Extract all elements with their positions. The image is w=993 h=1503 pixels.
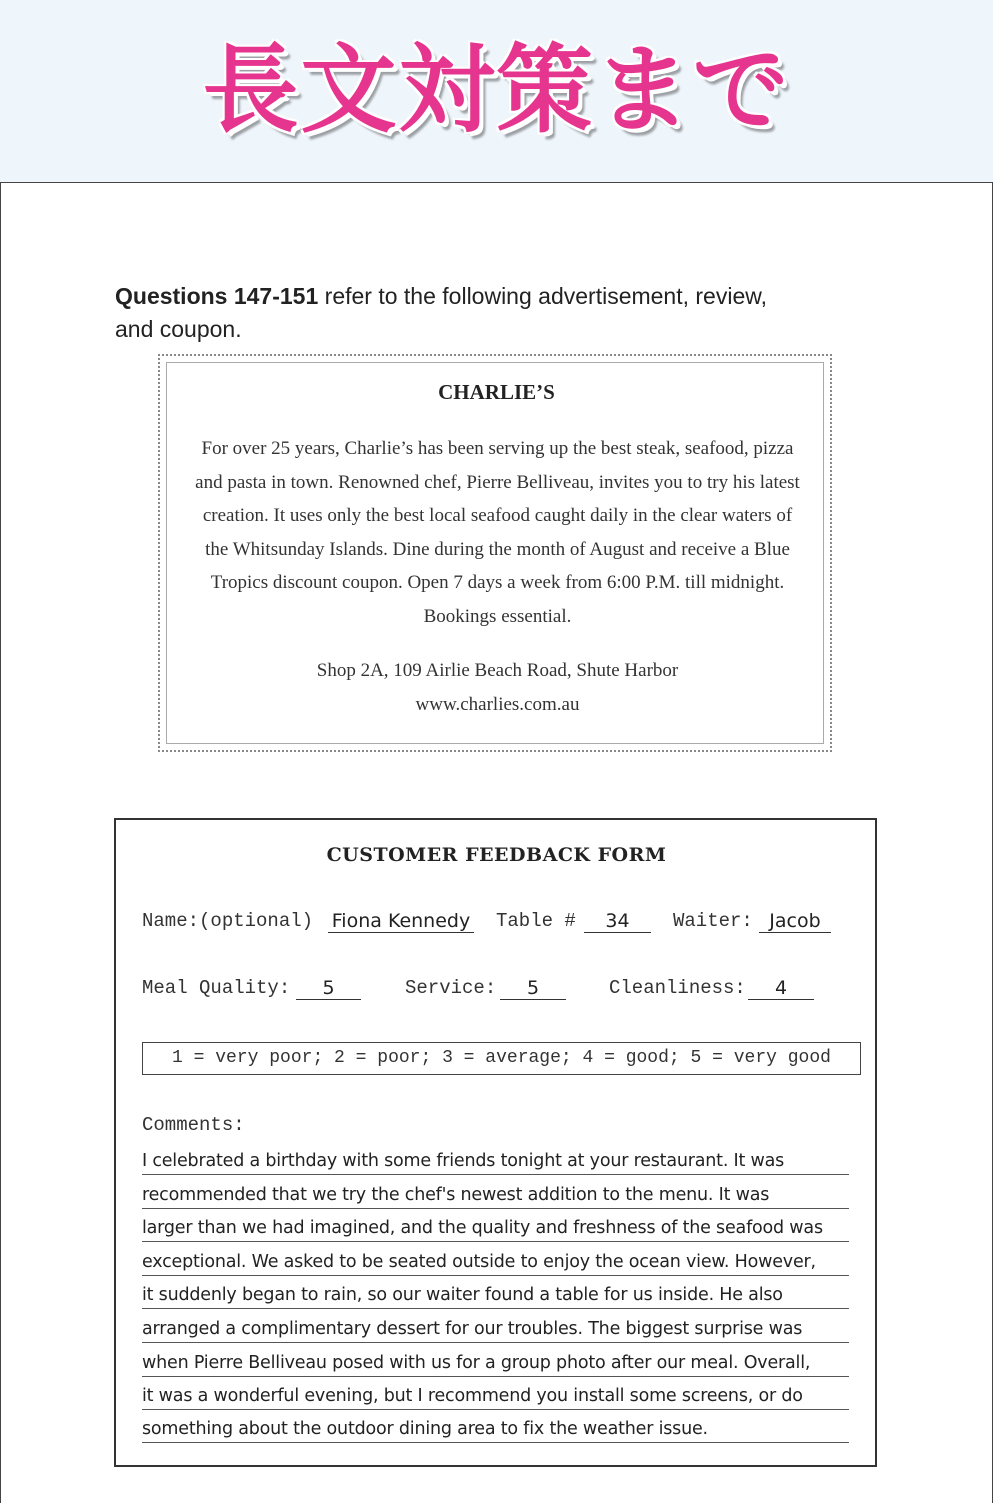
form-title: CUSTOMER FEEDBACK FORM <box>326 844 667 866</box>
table-label: Table # <box>496 910 576 932</box>
ad-address: Shop 2A, 109 Airlie Beach Road, Shute Harbor <box>316 660 679 681</box>
banner-title: 長文対策まで <box>202 34 791 146</box>
intro-line-1: refer to the following advertisement, review, <box>318 283 767 309</box>
name-field: Fiona Kennedy <box>328 910 474 933</box>
comment-line: larger than we had imagined, and the quality and freshness of the seafood was <box>142 1215 849 1242</box>
service-label: Service: <box>405 977 497 999</box>
comment-line: it was a wonderful evening, but I recommend you install some screens, or do <box>142 1383 849 1410</box>
ad-contact <box>190 654 805 721</box>
question-range: Questions 147-151 <box>115 283 319 309</box>
ad-body: For over 25 years, Charlie’s has been serving up the best steak, seafood, pizza and pasta in town. Renowned chef, Pierre Belliveau, invites you to try his latest creation. It uses only the best local seafood caught daily in the clear waters of the Whitsunday Islands. Dine during the month of August and receive a Blue Tropics discount coupon. Open 7 days a week from 6:00 P.M. till midnight. Bookings essential. <box>195 438 800 627</box>
comment-line: when Pierre Belliveau posed with us for a group photo after our meal. Overall, <box>142 1350 849 1377</box>
comment-line: I celebrated a birthday with some friends tonight at your restaurant. It was <box>142 1148 849 1175</box>
comment-line: arranged a complimentary dessert for our troubles. The biggest surprise was <box>142 1316 849 1343</box>
comment-line: something about the outdoor dining area to fix the weather issue. <box>142 1416 849 1443</box>
waiter-field: Jacob <box>759 910 831 933</box>
meal-quality-field: 5 <box>296 977 361 1000</box>
comment-line: it suddenly began to rain, so our waiter found a table for us inside. He also <box>142 1282 849 1309</box>
meal-quality-label: Meal Quality: <box>142 977 291 999</box>
ad-title: CHARLIE’S <box>438 380 555 404</box>
cleanliness-label: Cleanliness: <box>609 977 746 999</box>
cleanliness-field: 4 <box>748 977 814 1000</box>
comment-line: recommended that we try the chef's newest addition to the menu. It was <box>142 1182 849 1209</box>
comment-line: exceptional. We asked to be seated outside to enjoy the ocean view. However, <box>142 1249 849 1276</box>
table-field: 34 <box>584 910 651 933</box>
intro-line-2: and coupon. <box>115 316 242 342</box>
service-field: 5 <box>500 977 566 1000</box>
rating-scale-legend: 1 = very poor; 2 = poor; 3 = average; 4 = good; 5 = very good <box>142 1042 861 1075</box>
question-intro <box>115 280 875 346</box>
name-label: Name:(optional) <box>142 910 314 932</box>
ad-website: www.charlies.com.au <box>415 693 580 715</box>
comments-label: Comments: <box>142 1114 245 1136</box>
waiter-label: Waiter: <box>673 910 753 932</box>
